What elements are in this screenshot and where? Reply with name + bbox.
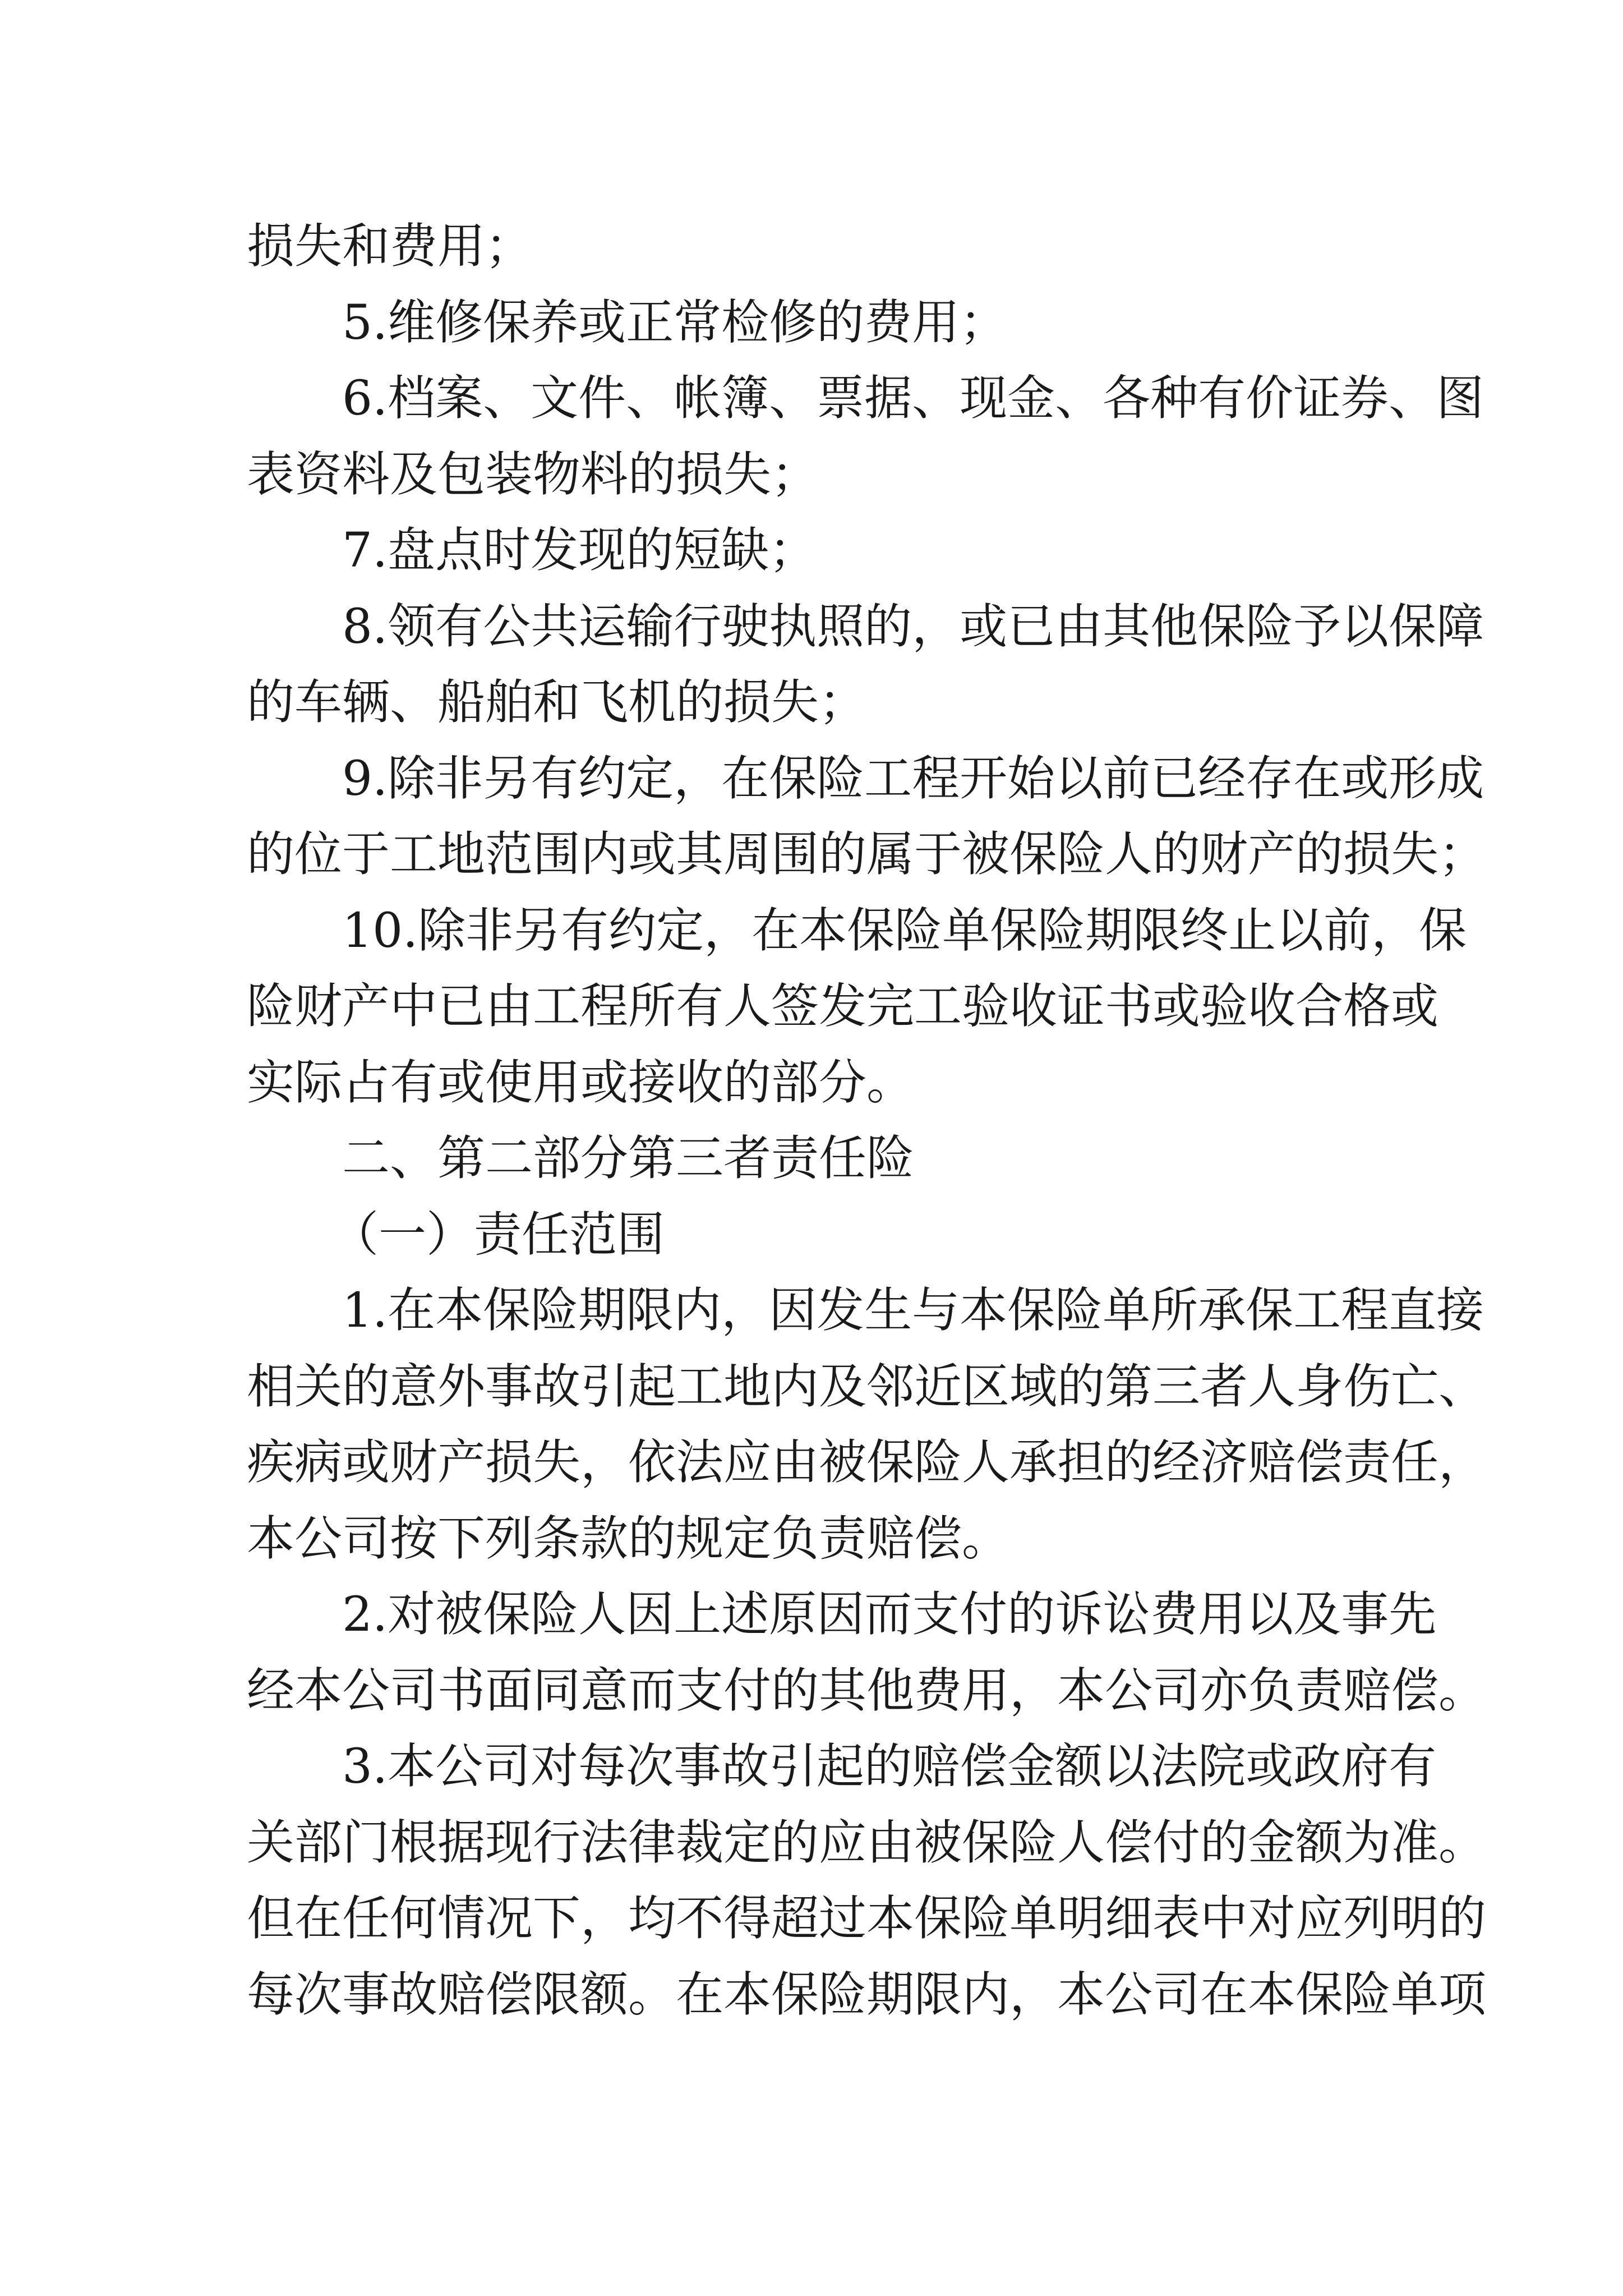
liability-item-1-continued: 相关的意外事故引起工地内及邻近区域的第三者人身伤亡、 (247, 1359, 1487, 1415)
liability-item-3: 3.本公司对每次事故引起的赔偿金额以法院或政府有 (342, 1739, 1437, 1795)
liability-item-3-continued-3: 每次事故赔偿限额。在本保险期限内，本公司在本保险单项 (247, 1967, 1487, 2023)
liability-item-3-continued-2: 但在任何情况下，均不得超过本保险单明细表中对应列明的 (247, 1891, 1487, 1947)
liability-item-2-end: 经本公司书面同意而支付的其他费用，本公司亦负责赔偿。 (247, 1663, 1487, 1719)
clause-item-8-continued: 的车辆、船舶和飞机的损失； (247, 675, 867, 730)
section-heading: 二、第二部分第三者责任险 (342, 1131, 915, 1186)
clause-item-9: 9.除非另有约定，在保险工程开始以前已经存在或形成 (342, 751, 1484, 807)
clause-item-6: 6.档案、文件、帐簿、票据、现金、各种有价证券、图 (342, 371, 1484, 426)
liability-item-1: 1.在本保险期限内，因发生与本保险单所承保工程直接 (342, 1283, 1484, 1338)
document-body (247, 209, 1487, 2033)
liability-item-1-continued-2: 疾病或财产损失，依法应由被保险人承担的经济赔偿责任， (247, 1435, 1487, 1490)
subsection-heading: （一）责任范围 (331, 1207, 665, 1263)
clause-item-6-continued: 表资料及包装物料的损失； (247, 447, 819, 503)
clause-item-9-continued: 的位于工地范围内或其周围的属于被保险人的财产的损失； (247, 827, 1487, 882)
clause-item-7: 7.盘点时发现的短缺； (342, 523, 817, 578)
liability-item-2: 2.对被保险人因上述原因而支付的诉讼费用以及事先 (342, 1587, 1437, 1642)
clause-item-10-end: 实际占有或使用或接收的部分。 (247, 1055, 915, 1111)
clause-item-8: 8.领有公共运输行驶执照的，或已由其他保险予以保障 (342, 599, 1484, 655)
clause-item-10-continued: 险财产中已由工程所有人签发完工验收证书或验收合格或 (247, 979, 1439, 1034)
text-line-continuation: 损失和费用； (247, 219, 533, 274)
liability-item-1-end: 本公司按下列条款的规定负责赔偿。 (247, 1511, 1010, 1567)
clause-item-5: 5.维修保养或正常检修的费用； (342, 295, 1008, 351)
clause-item-10: 10.除非另有约定，在本保险单保险期限终止以前，保 (342, 903, 1467, 959)
liability-item-3-continued: 关部门根据现行法律裁定的应由被保险人偿付的金额为准。 (247, 1815, 1487, 1871)
